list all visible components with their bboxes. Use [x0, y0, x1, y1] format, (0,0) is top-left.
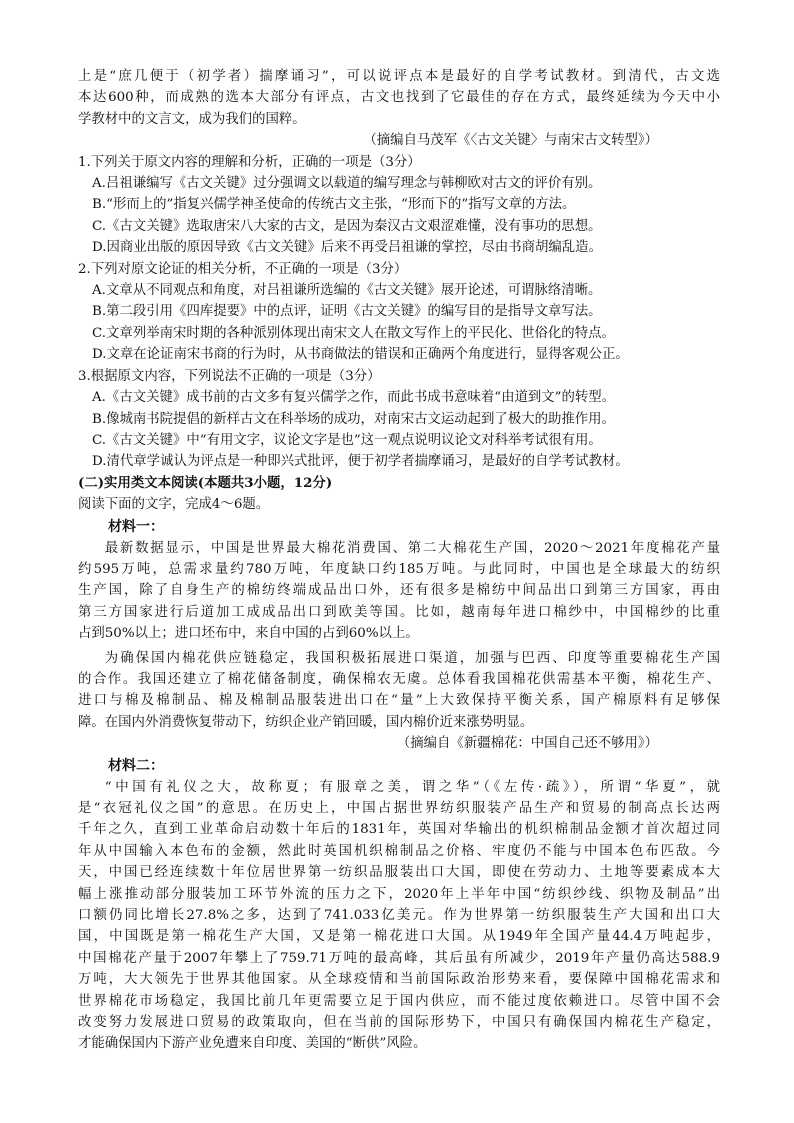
- text-line: 改变努力发展进口贸易的政策取向，但在当前的国际形势下，中国只有确保国内棉花生产稳定，: [78, 1015, 720, 1031]
- option-c: C.《古文关键》选取唐宋八大家的古文，是因为秦汉古文艰涩难懂，没有事功的思想。: [92, 218, 602, 234]
- text-line: 学教材中的文言文，成为我们的国粹。: [78, 111, 306, 127]
- intro-paragraph: [78, 66, 720, 152]
- text-line: 上是“庶几便于（初学者）揣摩诵习”，可以说评点本是最好的自学考试教材。到清代，古文选: [78, 69, 720, 84]
- text-line: 口额仍同比增长27.8%之多，达到了741.033亿美元。作为世界第一纺织服装生产大国和出口大: [78, 908, 720, 924]
- option-b: B.“形而上的”指复兴儒学神圣使命的传统古文主张，“形而下的”指写文章的方法。: [92, 197, 576, 213]
- text-line: 千年之久，直到工业革命启动数十年后的1831年，英国对华输出的机织棉制品金额才首次超过同: [78, 822, 720, 838]
- option-c: C.文章列举南宋时期的各种派别体现出南宋文人在散文写作上的平民化、世俗化的特点。: [92, 325, 615, 341]
- question-2: [78, 259, 720, 366]
- text-line: 世界棉花市场稳定，我国比前几年更需要立足于国内供应，而不能过度依赖进口。尽管中国不会: [78, 993, 720, 1009]
- option-d: D.因商业出版的原因导致《古文关键》后来不再受吕祖谦的掌控，尽由书商胡编乱造。: [92, 240, 602, 256]
- text-line: 是“衣冠礼仪之国”的意思。在历史上，中国占据世界纺织服装产品生产和贸易的制高点长达两: [78, 801, 720, 816]
- question-stem: 1.下列关于原文内容的理解和分析，正确的一项是（3分）: [78, 154, 421, 170]
- exam-page: [78, 66, 720, 1055]
- option-a: A.《古文关键》成书前的古文多有复兴儒学之作，而此书成书意味着“由道到文”的转型。: [92, 390, 616, 406]
- option-a: A.文章从不同观点和角度，对吕祖谦所选编的《古文关键》展开论述，可谓脉络清晰。: [92, 283, 602, 299]
- text-line: 幅上涨推动部分服装加工环节外流的压力之下，2020年上半年中国“纺织纱线、织物及制品”出: [78, 886, 720, 902]
- text-line: 约595万吨，总需求量约780万吨，年度缺口约185万吨。与此同时，中国也是全球最大的纺织: [78, 561, 720, 577]
- text-line: 才能确保国内下游产业免遭来自印度、美国的“断供”风险。: [78, 1036, 427, 1052]
- source-citation: （摘编自马茂军《〈古文关键〉与南宋古文转型》）: [363, 133, 658, 149]
- material-title: 材料二：: [108, 757, 164, 774]
- section-2-header: [78, 473, 720, 516]
- material-title: 材料一：: [108, 518, 164, 535]
- option-d: D.文章在论证南宋书商的行为时，从书商做法的错误和正确两个角度进行，显得客观公正。: [92, 347, 629, 363]
- text-line: 天，中国已经连续数十年位居世界第一纺织品服装出口大国，即使在劳动力、土地等要素成本大: [78, 865, 720, 881]
- text-line: 障。在国内外消费恢复带动下，纺织企业产销回暖，国内棉价近来涨势明显。: [78, 714, 534, 730]
- material-2: [78, 755, 720, 1055]
- material-1: [78, 516, 720, 755]
- source-citation: （摘编自《新疆棉花：中国自己还不够用》）: [396, 736, 658, 752]
- section-instruction: 阅读下面的文字，完成4～6题。: [78, 497, 270, 513]
- text-line: 国，中国既是第一棉花生产大国，又是第一棉花进口大国。从1949年全国产量44.4万吨起步，: [78, 929, 720, 945]
- option-a: A.吕祖谦编写《古文关键》过分强调文以载道的编写理念与韩柳欧对古文的评价有别。: [92, 176, 602, 192]
- text-line: 进口与棉及棉制品、棉及棉制品服装进出口在“量”上大致保持平衡关系，国产棉原料有足够保: [78, 693, 720, 709]
- section-title: (二)实用类文本阅读(本题共3小题，12分): [78, 474, 333, 491]
- text-line: 生产国，除了自身生产的棉纺终端成品出口外，还有很多是棉纺中间品出口到第三方国家，再由: [78, 583, 720, 599]
- text-line: 年从中国输入本色布的金额，然此时英国机织棉制品之价格、牢度仍不能与中国本色布匹敌。今: [78, 843, 720, 859]
- text-line: 本达600种，而成熟的选本大部分有评点，古文也找到了它最佳的存在方式，最终延续为今天中小: [78, 90, 720, 106]
- text-line: 的合作。我国还建立了棉花储备制度，确保棉农无虞。总体看我国棉花供需基本平衡，棉花生产、: [78, 671, 720, 687]
- question-stem: 2.下列对原文论证的相关分析，不正确的一项是（3分）: [78, 261, 408, 277]
- text-line: 占到50%以上；进口坯布中，来自中国的占到60%以上。: [78, 626, 419, 642]
- text-line: “中国有礼仪之大，故称夏；有服章之美，谓之华”（《左传·疏》），所谓“华夏”，就: [104, 779, 720, 795]
- option-d: D.清代章学诚认为评点是一种即兴式批评，便于初学者揣摩诵习，是最好的自学考试教材。: [92, 454, 629, 470]
- option-b: B.像城南书院提倡的新样古文在科举场的成功，对南宋古文运动起到了极大的助推作用。: [92, 411, 615, 427]
- text-line: 万吨，大大领先于世界其他国家。从全球疫情和当前国际政治形势来看，要保障中国棉花需求和: [78, 972, 720, 988]
- text-line: 最新数据显示，中国是世界最大棉花消费国、第二大棉花生产国，2020～2021年度棉花产量: [104, 540, 720, 556]
- text-line: 第三方国家进行后道加工成成品出口到欧美等国。比如，越南每年进口棉纱中，中国棉纱的比重: [78, 604, 720, 620]
- option-c: C.《古文关键》中“有用文字，议论文字是也”这一观点说明议论文对科举考试很有用。: [92, 432, 602, 448]
- question-1: [78, 152, 720, 259]
- question-stem: 3.根据原文内容，下列说法不正确的一项是（3分）: [78, 368, 381, 384]
- text-line: 中国棉花产量于2007年攀上了759.71万吨的最高峰，其后虽有所减少，2019年产量仍高达588.9: [78, 950, 720, 966]
- option-b: B.第二段引用《四库提要》中的点评，证明《古文关键》的编写目的是指导文章写法。: [92, 304, 602, 320]
- question-3: [78, 366, 720, 473]
- text-line: 为确保国内棉花供应链稳定，我国积极拓展进口渠道，加强与巴西、印度等重要棉花生产国: [104, 650, 720, 666]
